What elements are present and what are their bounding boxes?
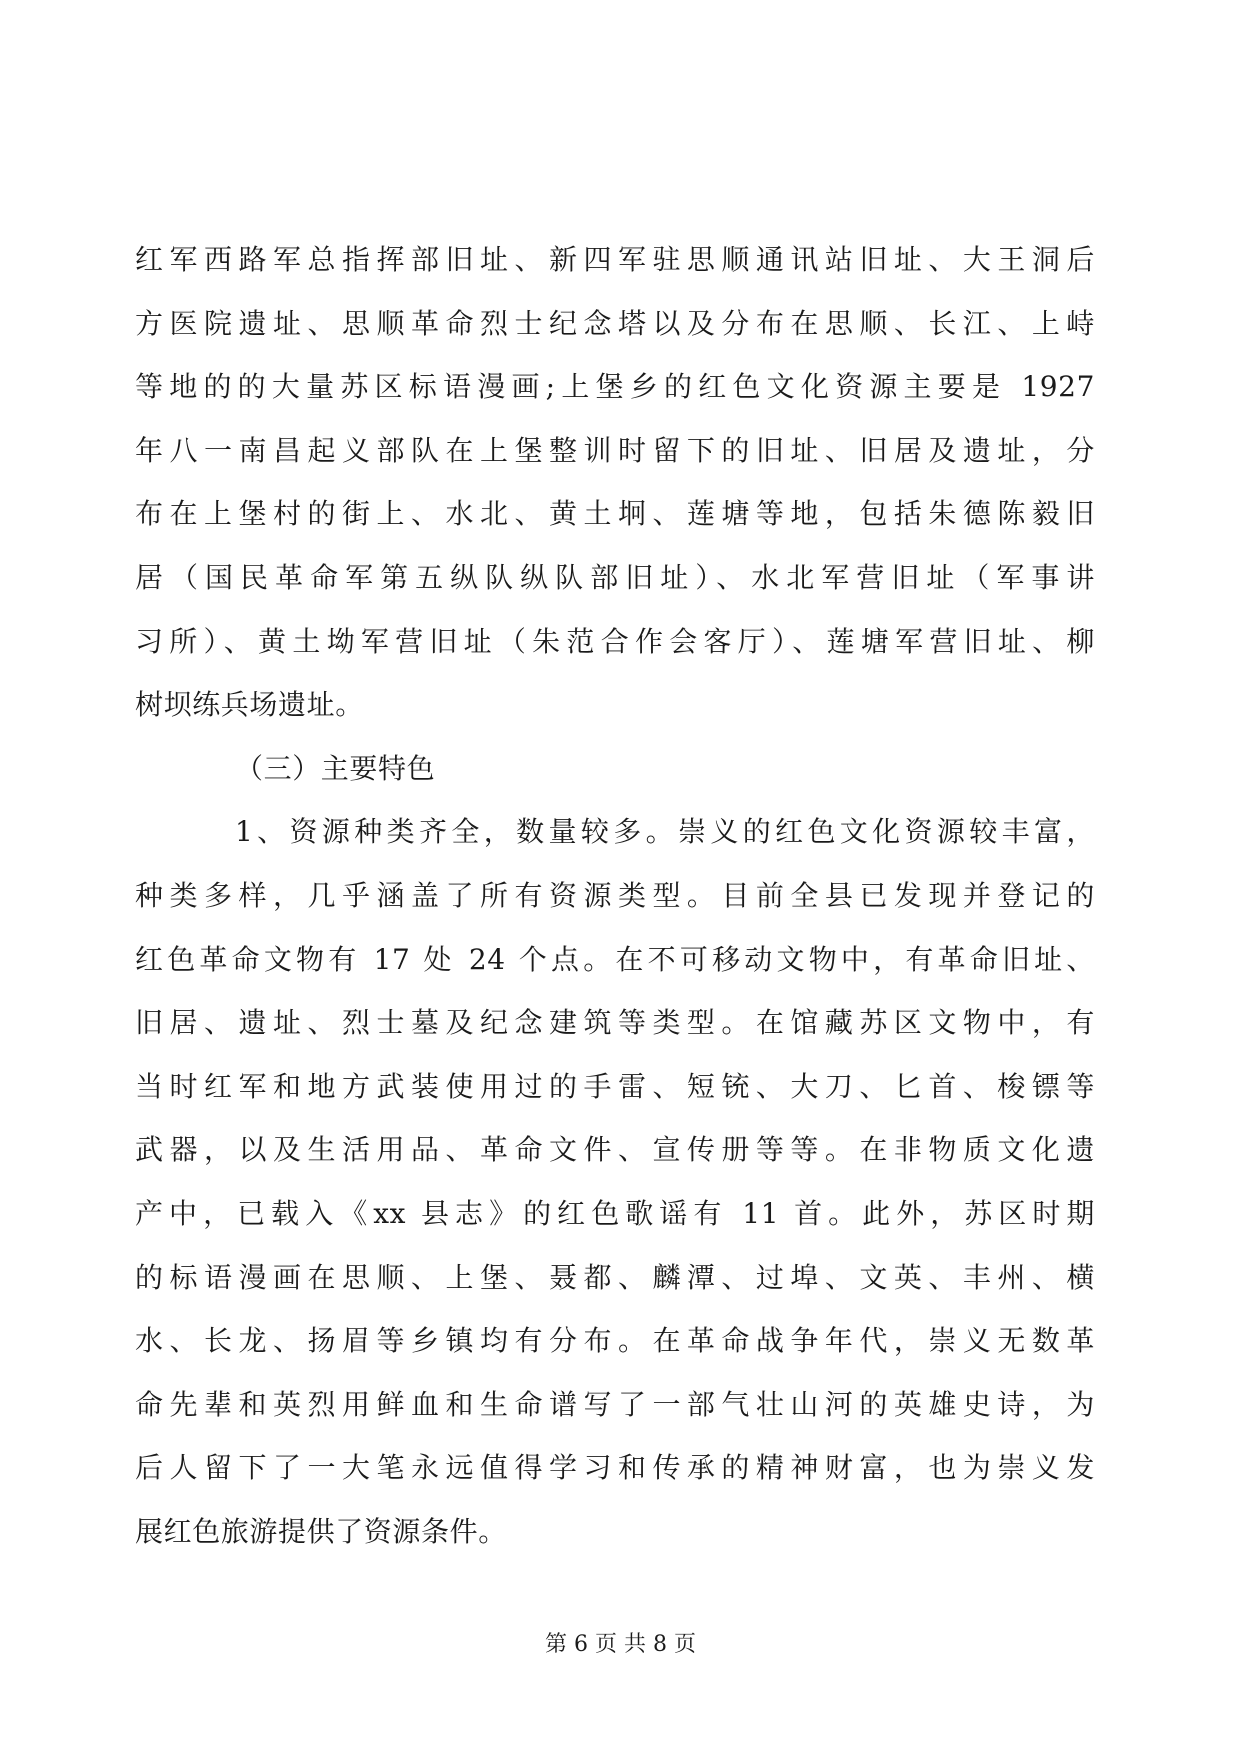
para2-line-5: 当时红军和地方武装使用过的手雷、短铳、大刀、匕首、梭镖等 <box>135 1069 1095 1103</box>
para2-line-8: 的标语漫画在思顺、上堡、聂都、麟潭、过埠、文英、丰州、横 <box>135 1260 1095 1294</box>
para1-line-1: 红军西路军总指挥部旧址、新四军驻思顺通讯站旧址、大王洞后 <box>135 243 1095 276</box>
para2-line-9: 水、长龙、扬眉等乡镇均有分布。在革命战争年代，崇义无数革 <box>135 1324 1095 1358</box>
para1-line-3: 等地的的大量苏区标语漫画;上堡乡的红色文化资源主要是 1927 <box>135 370 1095 404</box>
para1-line-5: 布在上堡村的街上、水北、黄土坰、莲塘等地，包括朱德陈毅旧 <box>135 497 1095 531</box>
para2-line-12: 展红色旅游提供了资源条件。 <box>135 1514 507 1548</box>
para2-line-1: 1、资源种类齐全，数量较多。崇义的红色文化资源较丰富， <box>235 815 1095 849</box>
section-heading: （三）主要特色 <box>235 751 436 785</box>
para1-line-4: 年八一南昌起义部队在上堡整训时留下的旧址、旧居及遗址，分 <box>135 433 1095 467</box>
para2-line-10: 命先辈和英烈用鲜血和生命谱写了一部气壮山河的英雄史诗，为 <box>135 1387 1095 1421</box>
para2-line-11: 后人留下了一大笔永远值得学习和传承的精神财富，也为崇义发 <box>135 1451 1095 1485</box>
para2-line-7: 产中，已载入《xx 县志》的红色歌谣有 11 首。此外，苏区时期 <box>135 1196 1095 1230</box>
page-number-footer: 第 6 页 共 8 页 <box>545 1632 696 1657</box>
para1-line-2: 方医院遗址、思顺革命烈士纪念塔以及分布在思顺、长江、上峙 <box>135 306 1095 340</box>
para1-line-7: 习所）、黄土坳军营旧址（朱范合作会客厅）、莲塘军营旧址、柳 <box>135 624 1095 658</box>
para2-line-2: 种类多样，几乎涵盖了所有资源类型。目前全县已发现并登记的 <box>135 878 1095 912</box>
para2-line-6: 武器，以及生活用品、革命文件、宣传册等等。在非物质文化遗 <box>135 1133 1095 1167</box>
para1-line-6: 居（国民革命军第五纵队纵队部旧址）、水北军营旧址（军事讲 <box>135 560 1095 594</box>
para2-line-3: 红色革命文物有 17 处 24 个点。在不可移动文物中，有革命旧址、 <box>135 942 1095 976</box>
para2-line-4: 旧居、遗址、烈士墓及纪念建筑等类型。在馆藏苏区文物中，有 <box>135 1006 1095 1040</box>
para1-line-8: 树坝练兵场遗址。 <box>135 688 364 722</box>
document-body <box>135 228 1095 1563</box>
